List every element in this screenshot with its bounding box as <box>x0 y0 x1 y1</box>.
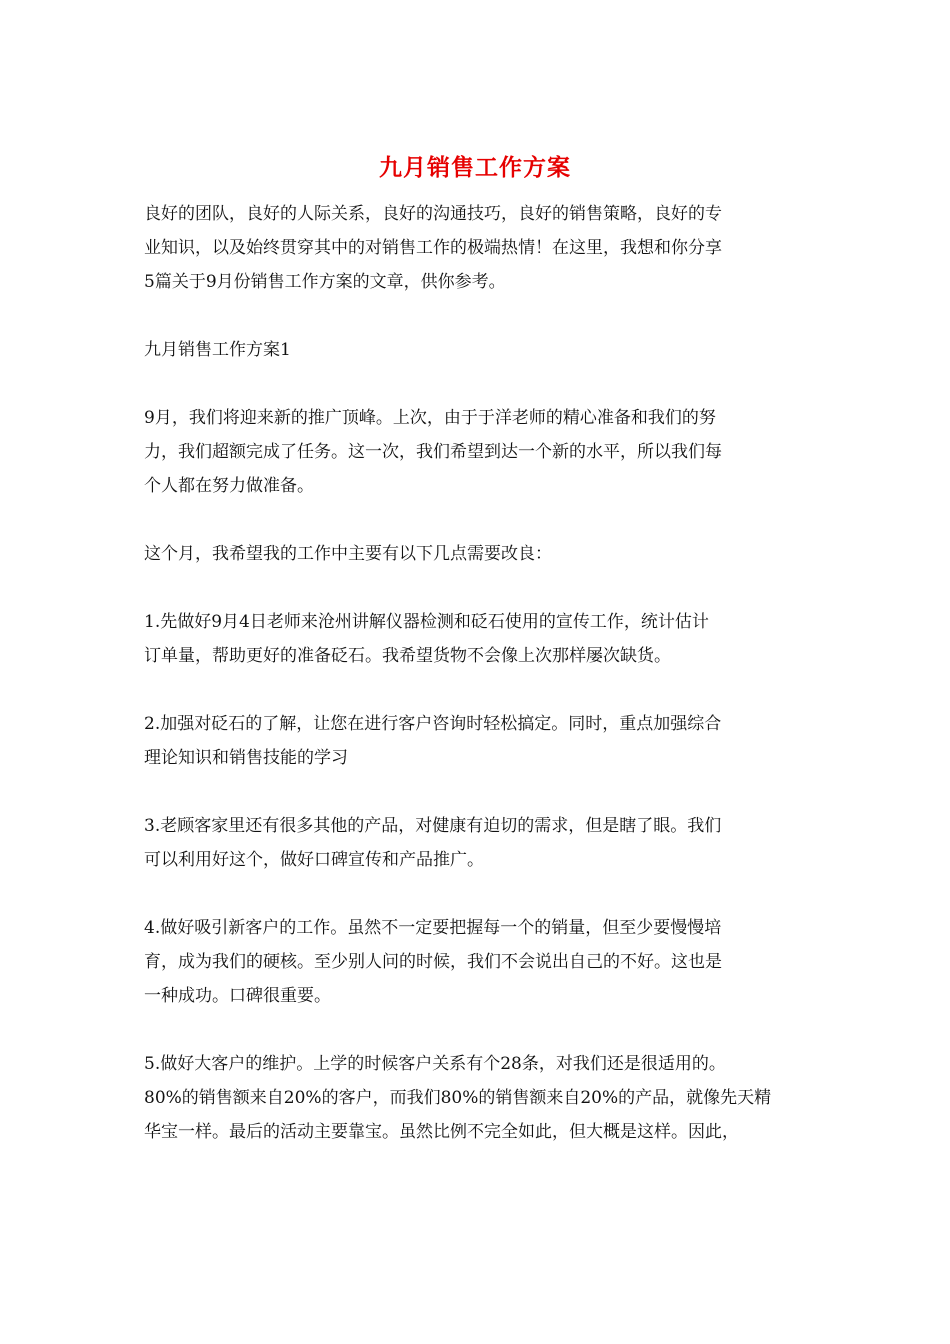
paragraph-intro <box>144 197 800 299</box>
section-heading-text: 九月销售工作方案1 <box>144 340 291 360</box>
paragraph-line: 5篇关于9月份销售工作方案的文章，供你参考。 <box>144 272 506 292</box>
paragraph-line: 业知识，以及始终贯穿其中的对销售工作的极端热情！在这里，我想和你分享 <box>144 238 722 258</box>
paragraph-line: 育，成为我们的硬核。至少别人问的时候，我们不会说出自己的不好。这也是 <box>144 952 722 972</box>
paragraph-p1 <box>144 401 800 503</box>
list-item-5 <box>144 1047 800 1149</box>
document-title: 九月销售工作方案 <box>379 154 571 181</box>
list-item-2 <box>144 707 800 775</box>
paragraph-line: 一种成功。口碑很重要。 <box>144 986 331 1006</box>
paragraph-line: 1.先做好9月4日老师来沧州讲解仪器检测和砭石使用的宣传工作，统计估计 <box>144 612 709 632</box>
document-body <box>144 197 800 1149</box>
list-item-3 <box>144 809 800 877</box>
paragraph-line: 4.做好吸引新客户的工作。虽然不一定要把握每一个的销量，但至少要慢慢培 <box>144 918 722 938</box>
paragraph-line: 力，我们超额完成了任务。这一次，我们希望到达一个新的水平，所以我们每 <box>144 442 722 462</box>
paragraph-p2 <box>144 537 800 571</box>
paragraph-line: 个人都在努力做准备。 <box>144 476 314 496</box>
list-item-1 <box>144 605 800 673</box>
paragraph-line: 理论知识和销售技能的学习 <box>144 748 348 768</box>
paragraph-line: 2.加强对砭石的了解，让您在进行客户咨询时轻松搞定。同时，重点加强综合 <box>144 714 722 734</box>
section-heading <box>144 333 800 367</box>
paragraph-line: 华宝一样。最后的活动主要靠宝。虽然比例不完全如此，但大概是这样。因此， <box>144 1122 739 1142</box>
paragraph-line: 这个月，我希望我的工作中主要有以下几点需要改良： <box>144 544 552 564</box>
paragraph-line: 5.做好大客户的维护。上学的时候客户关系有个28条，对我们还是很适用的。 <box>144 1054 726 1074</box>
paragraph-line: 9月，我们将迎来新的推广顶峰。上次，由于于洋老师的精心准备和我们的努 <box>144 408 716 428</box>
paragraph-line: 良好的团队，良好的人际关系，良好的沟通技巧，良好的销售策略，良好的专 <box>144 204 722 224</box>
paragraph-line: 订单量，帮助更好的准备砭石。我希望货物不会像上次那样屡次缺货。 <box>144 646 671 666</box>
paragraph-line: 可以利用好这个，做好口碑宣传和产品推广。 <box>144 850 484 870</box>
list-item-4 <box>144 911 800 1013</box>
paragraph-line: 80%的销售额来自20%的客户，而我们80%的销售额来自20%的产品，就像先天精 <box>144 1088 772 1108</box>
paragraph-line: 3.老顾客家里还有很多其他的产品，对健康有迫切的需求，但是瞎了眼。我们 <box>144 816 722 836</box>
